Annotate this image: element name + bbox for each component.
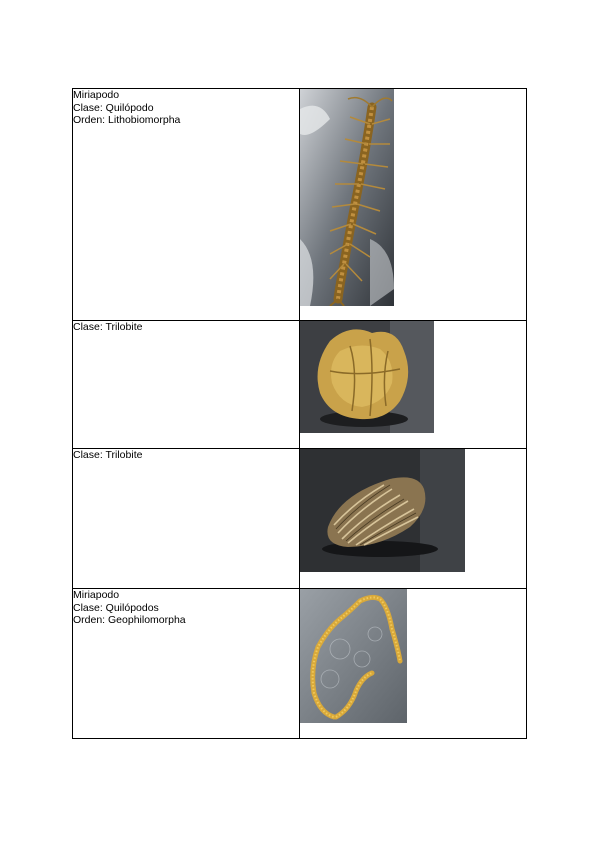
classification-line: Clase: Trilobite (73, 321, 143, 333)
photo-cell (300, 321, 527, 449)
classification-line: Orden: Geophilomorpha (73, 614, 186, 626)
table-row (73, 589, 527, 739)
photo-cell (300, 89, 527, 321)
classification-cell (73, 321, 300, 449)
classification-line: Clase: Trilobite (73, 449, 143, 461)
classification-cell (73, 589, 300, 739)
classification-cell (73, 89, 300, 321)
classification-line: Miriapodo (73, 589, 120, 601)
photo-cell (300, 589, 527, 739)
trilobite-fossil-segmented-photo (300, 449, 465, 572)
classification-line: Clase: Quilópodo (73, 101, 154, 114)
centipede-geophilomorpha-photo (300, 589, 407, 723)
classification-line: Orden: Lithobiomorpha (73, 114, 181, 126)
table-row (73, 321, 527, 449)
classification-cell (73, 449, 300, 589)
trilobite-fossil-rounded-photo (300, 321, 434, 433)
classification-line: Clase: Quilópodos (73, 601, 159, 614)
classification-line: Miriapodo (73, 89, 120, 101)
table-row (73, 449, 527, 589)
centipede-lithobiomorpha-photo (300, 89, 394, 306)
table-row (73, 89, 527, 321)
photo-cell (300, 449, 527, 589)
specimen-table (72, 88, 527, 739)
